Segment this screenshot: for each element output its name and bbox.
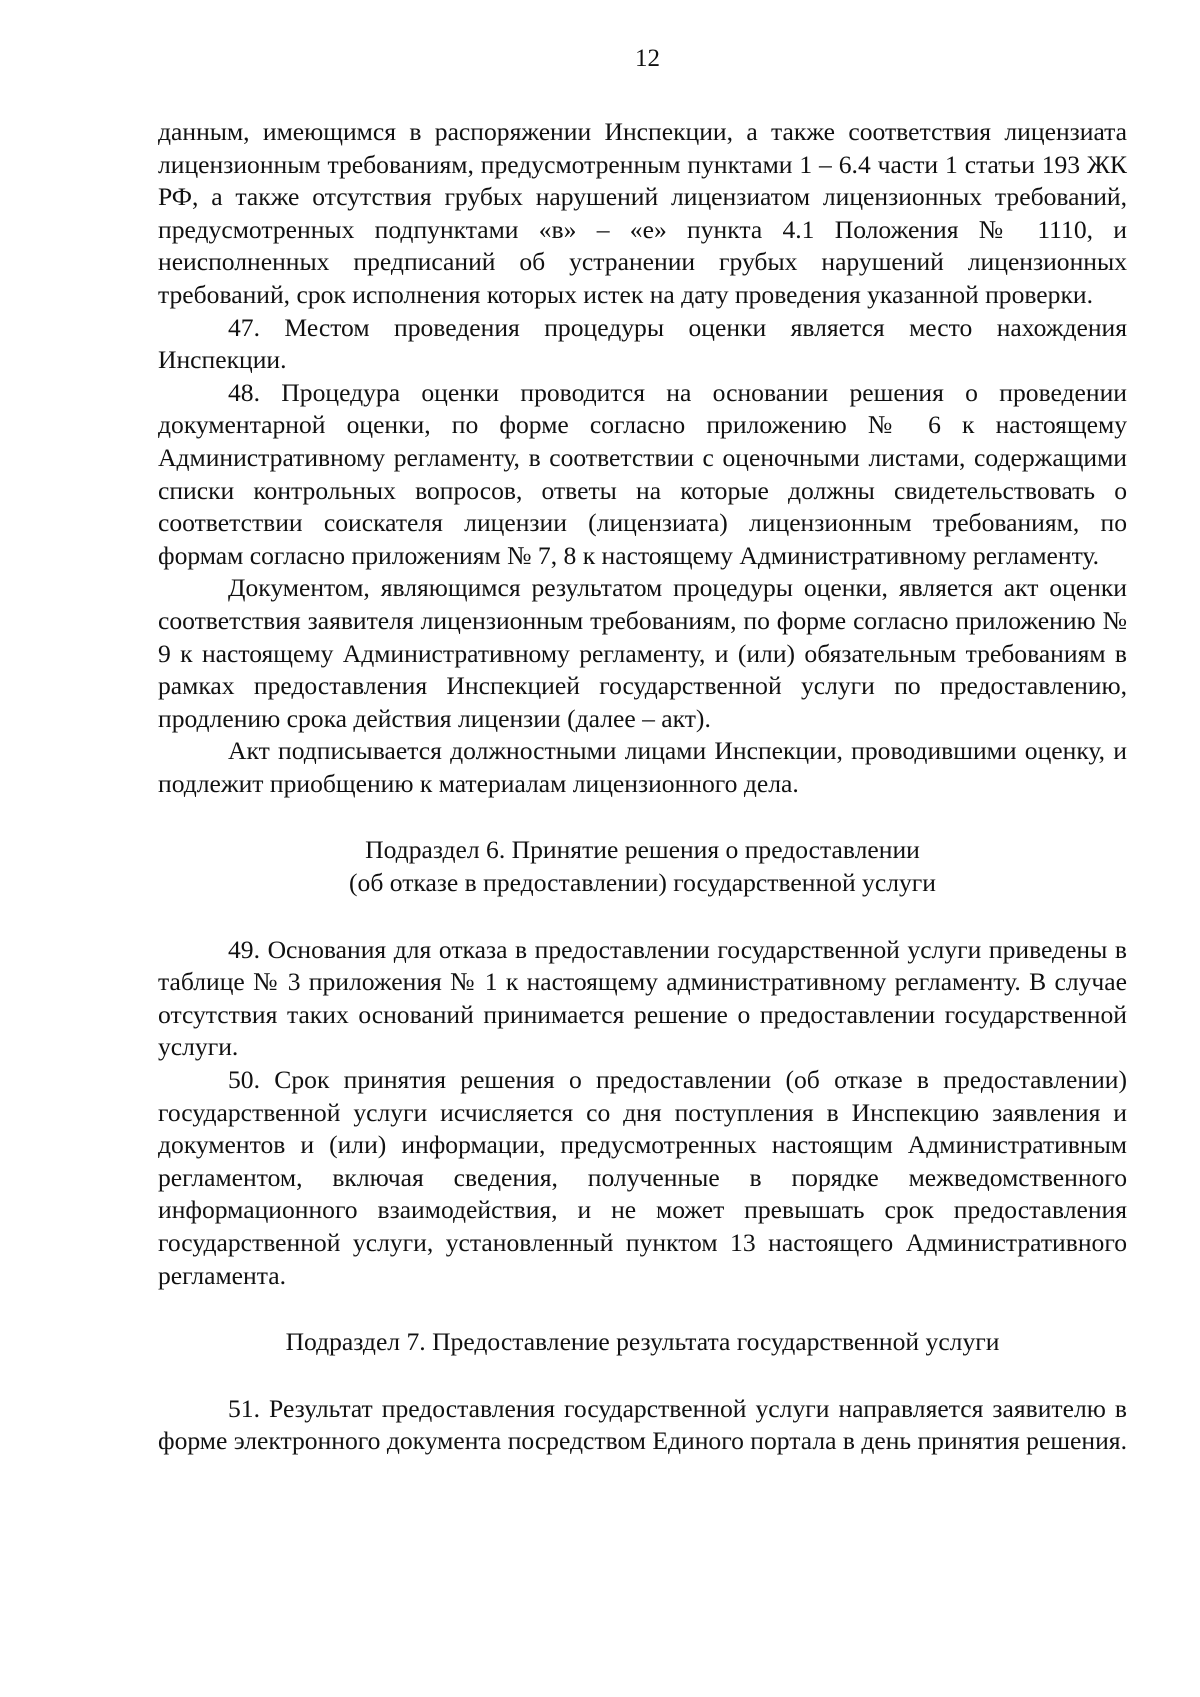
paragraph: 49. Основания для отказа в предоставлении государственной услуги приведены в таблице № 3 приложения № 1 к настоящему административному регламенту. В случае отсутствия таких оснований принимается решение о предоставлении государственной услуги. <box>158 934 1127 1062</box>
spacer <box>158 1292 1127 1326</box>
subsection-heading-6: Подраздел 6. Принятие решения о предоставлении (об отказе в предоставлении) государственной услуги <box>349 835 936 898</box>
paragraph: Акт подписывается должностными лицами Инспекции, проводившими оценку, и подлежит приобщению к материалам лицензионного дела. <box>158 736 1127 798</box>
paragraph: Документом, являющимся результатом процедуры оценки, является акт оценки соответствия заявителя лицензионным требованиям, по форме согласно приложению № 9 к настоящему Административному регламенту, и (или) обязательным требованиям в рамках предоставления Инспекцией государственной услуги по предоставлению, продлению срока действия лицензии (далее – акт). <box>158 573 1127 733</box>
paragraph: 50. Срок принятия решения о предоставлении (об отказе в предоставлении) государственной услуги исчисляется со дня поступления в Инспекцию заявления и документов и (или) информации, предусмотренных настоящим Административным регламентом, включая сведения, полученные в порядке межведомственного информационного взаимодействия, и не может превышать срок предоставления государственной услуги, установленный пунктом 13 настоящего Административного регламента. <box>158 1065 1127 1290</box>
document-body <box>158 116 1127 1458</box>
paragraph-group-bottom <box>158 1393 1127 1458</box>
page-number: 12 <box>635 45 660 72</box>
paragraph: 48. Процедура оценки проводится на основании решения о проведении документарной оценки, по форме согласно приложению № 6 к настоящему Административному регламенту, в соответствии с оценочными листами, содержащими списки контрольных вопросов, ответы на которые должны свидетельствовать о соответствии соискателя лицензии (лицензиата) лицензионным требованиям, по формам согласно приложениям № 7, 8 к настоящему Административному регламенту. <box>158 377 1127 570</box>
subsection-heading-7: Подраздел 7. Предоставление результата государственной услуги <box>285 1327 1000 1357</box>
spacer <box>158 900 1127 934</box>
spacer <box>158 800 1127 834</box>
paragraph-group-mid <box>158 934 1127 1293</box>
paragraph: 47. Местом проведения процедуры оценки является место нахождения Инспекции. <box>158 312 1127 375</box>
paragraph: 51. Результат предоставления государственной услуги направляется заявителю в форме электронного документа посредством Единого портала в день принятия решения. <box>158 1393 1127 1456</box>
spacer <box>158 1359 1127 1393</box>
paragraph: данным, имеющимся в распоряжении Инспекции, а также соответствия лицензиата лицензионным требованиям, предусмотренным пунктами 1 – 6.4 части 1 статьи 193 ЖК РФ, а также отсутствия грубых нарушений лицензиатом лицензионных требований, предусмотренных подпунктами «в» – «е» пункта 4.1 Положения № 1110, и неисполненных предписаний об устранении грубых нарушений лицензионных требований, срок исполнения которых истек на дату проведения указанной проверки. <box>158 117 1127 309</box>
paragraph-group-top <box>158 116 1127 800</box>
